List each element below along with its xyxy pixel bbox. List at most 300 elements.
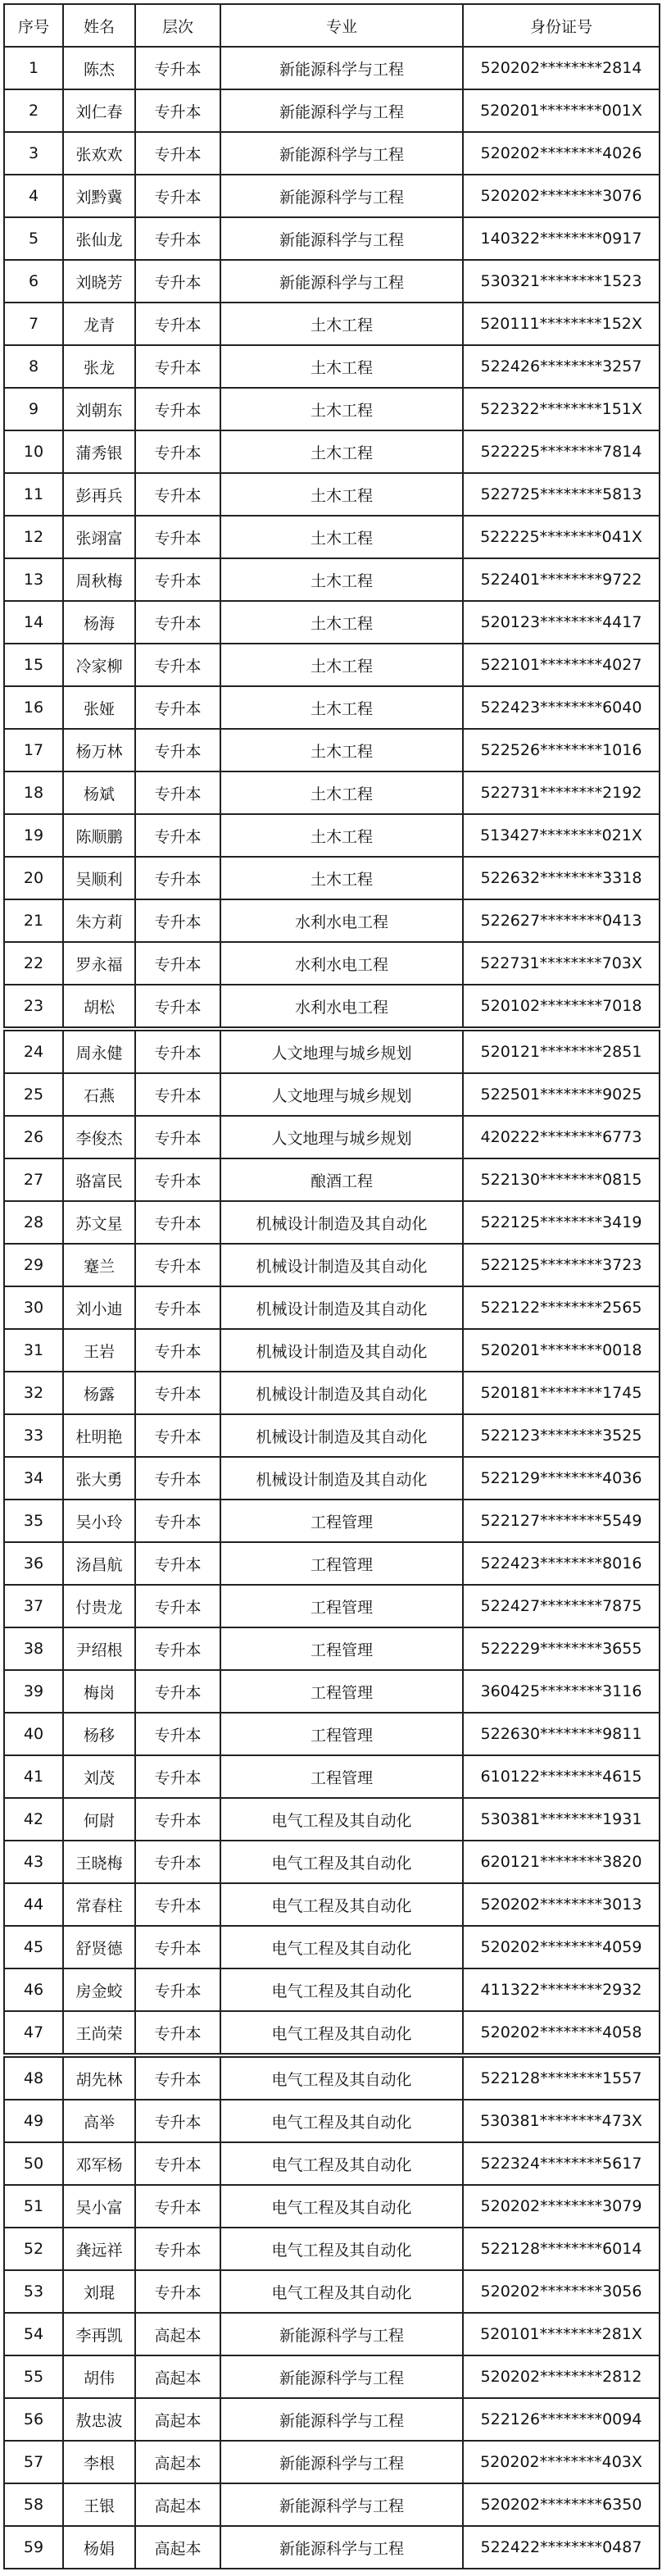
table-row [4,1158,660,1201]
cell-id: 140322********0917 [463,217,660,260]
cell-major: 电气工程及其自动化 [220,2100,463,2142]
table-row [4,2055,660,2100]
cell-no: 58 [4,2483,63,2526]
header-row [4,4,660,47]
cell-name: 汤昌航 [63,1542,135,1585]
table-row [4,2441,660,2483]
cell-id: 520202********6350 [463,2483,660,2526]
cell-no: 56 [4,2398,63,2441]
cell-name: 周永健 [63,1029,135,1073]
cell-level: 专升本 [135,1926,220,1968]
cell-level: 专升本 [135,942,220,985]
cell-name: 蒲秀银 [63,430,135,473]
cell-id: 520202********4058 [463,2011,660,2055]
table-row [4,1968,660,2011]
table-row [4,2100,660,2142]
cell-level: 高起本 [135,2313,220,2355]
cell-level: 高起本 [135,2355,220,2398]
table-row [4,2142,660,2185]
header-major: 专业 [220,4,463,47]
cell-major: 电气工程及其自动化 [220,1798,463,1841]
cell-level: 专升本 [135,2228,220,2270]
cell-major: 土木工程 [220,601,463,644]
cell-no: 30 [4,1286,63,1329]
cell-level: 专升本 [135,345,220,388]
cell-level: 专升本 [135,2011,220,2055]
cell-name: 张娅 [63,686,135,729]
cell-major: 土木工程 [220,430,463,473]
cell-id: 520202********4026 [463,132,660,175]
cell-id: 520111********152X [463,303,660,345]
cell-level: 专升本 [135,1798,220,1841]
cell-id: 522427********7875 [463,1585,660,1627]
cell-no: 9 [4,388,63,430]
table-row [4,2011,660,2055]
cell-name: 杨海 [63,601,135,644]
cell-major: 工程管理 [220,1713,463,1755]
table-row [4,644,660,686]
cell-name: 张仙龙 [63,217,135,260]
table-row [4,686,660,729]
cell-id: 520202********3076 [463,175,660,217]
cell-major: 土木工程 [220,644,463,686]
cell-major: 土木工程 [220,857,463,899]
cell-level: 专升本 [135,899,220,942]
cell-no: 35 [4,1500,63,1542]
cell-no: 10 [4,430,63,473]
cell-no: 4 [4,175,63,217]
cell-no: 51 [4,2185,63,2228]
cell-level: 专升本 [135,1500,220,1542]
cell-name: 胡松 [63,985,135,1029]
cell-id: 530321********1523 [463,260,660,303]
roster-table-container [3,3,659,2573]
cell-no: 31 [4,1329,63,1372]
cell-no: 46 [4,1968,63,2011]
cell-level: 专升本 [135,2185,220,2228]
cell-level: 专升本 [135,473,220,516]
cell-name: 张龙 [63,345,135,388]
cell-level: 专升本 [135,516,220,558]
roster-table [3,3,660,2569]
cell-name: 刘仁春 [63,89,135,132]
cell-id: 522401********9722 [463,558,660,601]
cell-name: 梅岗 [63,1670,135,1713]
cell-major: 新能源科学与工程 [220,132,463,175]
cell-major: 新能源科学与工程 [220,2441,463,2483]
cell-name: 吴小玲 [63,1500,135,1542]
cell-id: 411322********2932 [463,1968,660,2011]
cell-major: 机械设计制造及其自动化 [220,1201,463,1244]
cell-id: 522426********3257 [463,345,660,388]
cell-major: 电气工程及其自动化 [220,2185,463,2228]
cell-no: 24 [4,1029,63,1073]
cell-no: 37 [4,1585,63,1627]
cell-level: 专升本 [135,303,220,345]
cell-major: 土木工程 [220,686,463,729]
table-row [4,2398,660,2441]
cell-level: 高起本 [135,2398,220,2441]
table-row [4,2185,660,2228]
cell-id: 522423********6040 [463,686,660,729]
cell-no: 3 [4,132,63,175]
cell-major: 新能源科学与工程 [220,2313,463,2355]
cell-no: 6 [4,260,63,303]
cell-id: 360425********3116 [463,1670,660,1713]
cell-level: 专升本 [135,1670,220,1713]
cell-name: 陈顺鹏 [63,814,135,857]
cell-name: 刘琨 [63,2270,135,2313]
cell-major: 新能源科学与工程 [220,2398,463,2441]
cell-name: 杨万林 [63,729,135,771]
cell-name: 何尉 [63,1798,135,1841]
table-row [4,1542,660,1585]
cell-id: 522422********0487 [463,2526,660,2569]
cell-id: 522128********1557 [463,2055,660,2100]
cell-id: 522731********703X [463,942,660,985]
cell-level: 专升本 [135,175,220,217]
cell-id: 522324********5617 [463,2142,660,2185]
cell-name: 刘茂 [63,1755,135,1798]
cell-id: 522423********8016 [463,1542,660,1585]
cell-major: 工程管理 [220,1670,463,1713]
cell-no: 16 [4,686,63,729]
cell-no: 45 [4,1926,63,1968]
header-level: 层次 [135,4,220,47]
cell-major: 土木工程 [220,303,463,345]
cell-major: 土木工程 [220,516,463,558]
cell-major: 土木工程 [220,388,463,430]
cell-name: 王岩 [63,1329,135,1372]
cell-no: 18 [4,771,63,814]
cell-no: 48 [4,2055,63,2100]
table-row [4,175,660,217]
cell-id: 522101********4027 [463,644,660,686]
cell-level: 专升本 [135,857,220,899]
table-row [4,430,660,473]
cell-level: 专升本 [135,388,220,430]
cell-name: 张欢欢 [63,132,135,175]
cell-major: 水利水电工程 [220,899,463,942]
cell-name: 罗永福 [63,942,135,985]
table-row [4,1670,660,1713]
cell-level: 专升本 [135,686,220,729]
cell-level: 专升本 [135,1755,220,1798]
cell-no: 27 [4,1158,63,1201]
cell-level: 专升本 [135,2100,220,2142]
cell-name: 常春柱 [63,1883,135,1926]
cell-no: 7 [4,303,63,345]
cell-name: 吴顺利 [63,857,135,899]
cell-level: 专升本 [135,1414,220,1457]
cell-name: 张大勇 [63,1457,135,1500]
cell-level: 专升本 [135,2142,220,2185]
cell-id: 520202********3056 [463,2270,660,2313]
cell-major: 新能源科学与工程 [220,2526,463,2569]
cell-name: 陈杰 [63,47,135,89]
cell-id: 522126********0094 [463,2398,660,2441]
cell-id: 530381********1931 [463,1798,660,1841]
cell-no: 39 [4,1670,63,1713]
cell-no: 50 [4,2142,63,2185]
cell-no: 49 [4,2100,63,2142]
cell-no: 20 [4,857,63,899]
cell-name: 舒贤德 [63,1926,135,1968]
cell-major: 工程管理 [220,1627,463,1670]
cell-id: 520202********4059 [463,1926,660,1968]
cell-major: 新能源科学与工程 [220,217,463,260]
cell-level: 专升本 [135,1158,220,1201]
cell-major: 人文地理与城乡规划 [220,1073,463,1116]
table-row [4,303,660,345]
cell-id: 522123********3525 [463,1414,660,1457]
cell-no: 33 [4,1414,63,1457]
cell-no: 53 [4,2270,63,2313]
cell-name: 杨斌 [63,771,135,814]
cell-major: 电气工程及其自动化 [220,2142,463,2185]
cell-name: 刘晓芳 [63,260,135,303]
cell-name: 杨娟 [63,2526,135,2569]
cell-level: 专升本 [135,1713,220,1755]
cell-major: 机械设计制造及其自动化 [220,1457,463,1500]
table-row [4,771,660,814]
table-row [4,47,660,89]
cell-name: 骆富民 [63,1158,135,1201]
cell-id: 522526********1016 [463,729,660,771]
cell-no: 25 [4,1073,63,1116]
table-row [4,1244,660,1286]
cell-major: 工程管理 [220,1542,463,1585]
table-row [4,1116,660,1158]
table-row [4,1926,660,1968]
cell-level: 专升本 [135,1073,220,1116]
cell-major: 土木工程 [220,814,463,857]
cell-major: 新能源科学与工程 [220,260,463,303]
table-row [4,473,660,516]
cell-major: 电气工程及其自动化 [220,1968,463,2011]
table-row [4,1073,660,1116]
table-row [4,985,660,1029]
table-row [4,1713,660,1755]
table-row [4,2228,660,2270]
cell-name: 李再凯 [63,2313,135,2355]
cell-name: 冷家柳 [63,644,135,686]
cell-name: 彭再兵 [63,473,135,516]
cell-major: 水利水电工程 [220,942,463,985]
cell-name: 胡先林 [63,2055,135,2100]
cell-level: 专升本 [135,814,220,857]
cell-major: 电气工程及其自动化 [220,2011,463,2055]
cell-id: 530381********473X [463,2100,660,2142]
cell-major: 机械设计制造及其自动化 [220,1329,463,1372]
table-row [4,132,660,175]
cell-level: 专升本 [135,1029,220,1073]
cell-level: 专升本 [135,2055,220,2100]
cell-no: 42 [4,1798,63,1841]
cell-name: 王银 [63,2483,135,2526]
cell-no: 22 [4,942,63,985]
cell-level: 高起本 [135,2441,220,2483]
table-row [4,1500,660,1542]
cell-level: 专升本 [135,1968,220,2011]
table-row [4,1841,660,1883]
cell-major: 电气工程及其自动化 [220,1883,463,1926]
cell-name: 王晓梅 [63,1841,135,1883]
cell-name: 高举 [63,2100,135,2142]
cell-id: 520202********3013 [463,1883,660,1926]
cell-level: 专升本 [135,1116,220,1158]
cell-id: 522632********3318 [463,857,660,899]
cell-major: 人文地理与城乡规划 [220,1116,463,1158]
cell-level: 高起本 [135,2483,220,2526]
cell-id: 520202********2814 [463,47,660,89]
cell-level: 专升本 [135,1329,220,1372]
cell-no: 29 [4,1244,63,1286]
header-id: 身份证号 [463,4,660,47]
cell-no: 1 [4,47,63,89]
cell-name: 龚远祥 [63,2228,135,2270]
cell-no: 44 [4,1883,63,1926]
cell-id: 522725********5813 [463,473,660,516]
cell-name: 杨露 [63,1372,135,1414]
cell-major: 电气工程及其自动化 [220,2228,463,2270]
cell-no: 32 [4,1372,63,1414]
cell-no: 43 [4,1841,63,1883]
cell-level: 专升本 [135,1627,220,1670]
table-row [4,1286,660,1329]
table-row [4,857,660,899]
cell-name: 杜明艳 [63,1414,135,1457]
table-row [4,1329,660,1372]
cell-id: 522130********0815 [463,1158,660,1201]
cell-no: 15 [4,644,63,686]
cell-level: 专升本 [135,1372,220,1414]
table-row [4,2483,660,2526]
table-row [4,2526,660,2569]
cell-id: 520102********7018 [463,985,660,1029]
cell-level: 专升本 [135,1883,220,1926]
cell-no: 41 [4,1755,63,1798]
table-row [4,217,660,260]
cell-level: 专升本 [135,985,220,1029]
cell-name: 杨移 [63,1713,135,1755]
cell-major: 新能源科学与工程 [220,47,463,89]
cell-id: 522630********9811 [463,1713,660,1755]
cell-id: 520121********2851 [463,1029,660,1073]
table-row [4,558,660,601]
cell-id: 522128********6014 [463,2228,660,2270]
table-row [4,516,660,558]
table-row [4,1372,660,1414]
cell-no: 54 [4,2313,63,2355]
header-no: 序号 [4,4,63,47]
cell-name: 周秋梅 [63,558,135,601]
cell-no: 57 [4,2441,63,2483]
cell-name: 尹绍根 [63,1627,135,1670]
cell-no: 26 [4,1116,63,1158]
table-row [4,345,660,388]
cell-id: 522225********041X [463,516,660,558]
cell-id: 520123********4417 [463,601,660,644]
table-row [4,388,660,430]
cell-id: 522501********9025 [463,1073,660,1116]
cell-major: 电气工程及其自动化 [220,2270,463,2313]
cell-id: 520201********0018 [463,1329,660,1372]
cell-no: 14 [4,601,63,644]
cell-name: 石燕 [63,1073,135,1116]
cell-name: 张翊富 [63,516,135,558]
cell-major: 电气工程及其自动化 [220,2055,463,2100]
table-row [4,1414,660,1457]
table-row [4,1627,660,1670]
cell-no: 36 [4,1542,63,1585]
table-row [4,1457,660,1500]
cell-major: 机械设计制造及其自动化 [220,1244,463,1286]
table-row [4,814,660,857]
cell-id: 520202********3079 [463,2185,660,2228]
cell-level: 专升本 [135,601,220,644]
cell-level: 专升本 [135,217,220,260]
cell-id: 420222********6773 [463,1116,660,1158]
cell-no: 19 [4,814,63,857]
cell-name: 蹇兰 [63,1244,135,1286]
table-row [4,89,660,132]
cell-level: 专升本 [135,430,220,473]
cell-level: 专升本 [135,1542,220,1585]
cell-name: 刘黔冀 [63,175,135,217]
cell-level: 专升本 [135,558,220,601]
cell-level: 专升本 [135,729,220,771]
cell-level: 专升本 [135,47,220,89]
cell-major: 土木工程 [220,771,463,814]
cell-id: 520202********2812 [463,2355,660,2398]
cell-no: 17 [4,729,63,771]
cell-no: 21 [4,899,63,942]
table-row [4,2270,660,2313]
cell-id: 522127********5549 [463,1500,660,1542]
cell-major: 工程管理 [220,1585,463,1627]
cell-major: 土木工程 [220,473,463,516]
cell-major: 电气工程及其自动化 [220,1926,463,1968]
cell-name: 邓军杨 [63,2142,135,2185]
cell-major: 工程管理 [220,1755,463,1798]
cell-major: 新能源科学与工程 [220,2483,463,2526]
cell-name: 刘朝东 [63,388,135,430]
table-row [4,1755,660,1798]
cell-no: 34 [4,1457,63,1500]
cell-name: 胡伟 [63,2355,135,2398]
cell-no: 5 [4,217,63,260]
cell-level: 专升本 [135,89,220,132]
header-name: 姓名 [63,4,135,47]
cell-no: 55 [4,2355,63,2398]
cell-major: 水利水电工程 [220,985,463,1029]
table-row [4,601,660,644]
table-row [4,260,660,303]
cell-major: 机械设计制造及其自动化 [220,1414,463,1457]
cell-level: 专升本 [135,1286,220,1329]
cell-level: 专升本 [135,1457,220,1500]
cell-major: 土木工程 [220,558,463,601]
cell-no: 12 [4,516,63,558]
cell-no: 23 [4,985,63,1029]
cell-id: 520181********1745 [463,1372,660,1414]
cell-no: 52 [4,2228,63,2270]
cell-name: 朱方莉 [63,899,135,942]
cell-level: 高起本 [135,2526,220,2569]
table-body [4,47,660,2569]
cell-id: 522225********7814 [463,430,660,473]
